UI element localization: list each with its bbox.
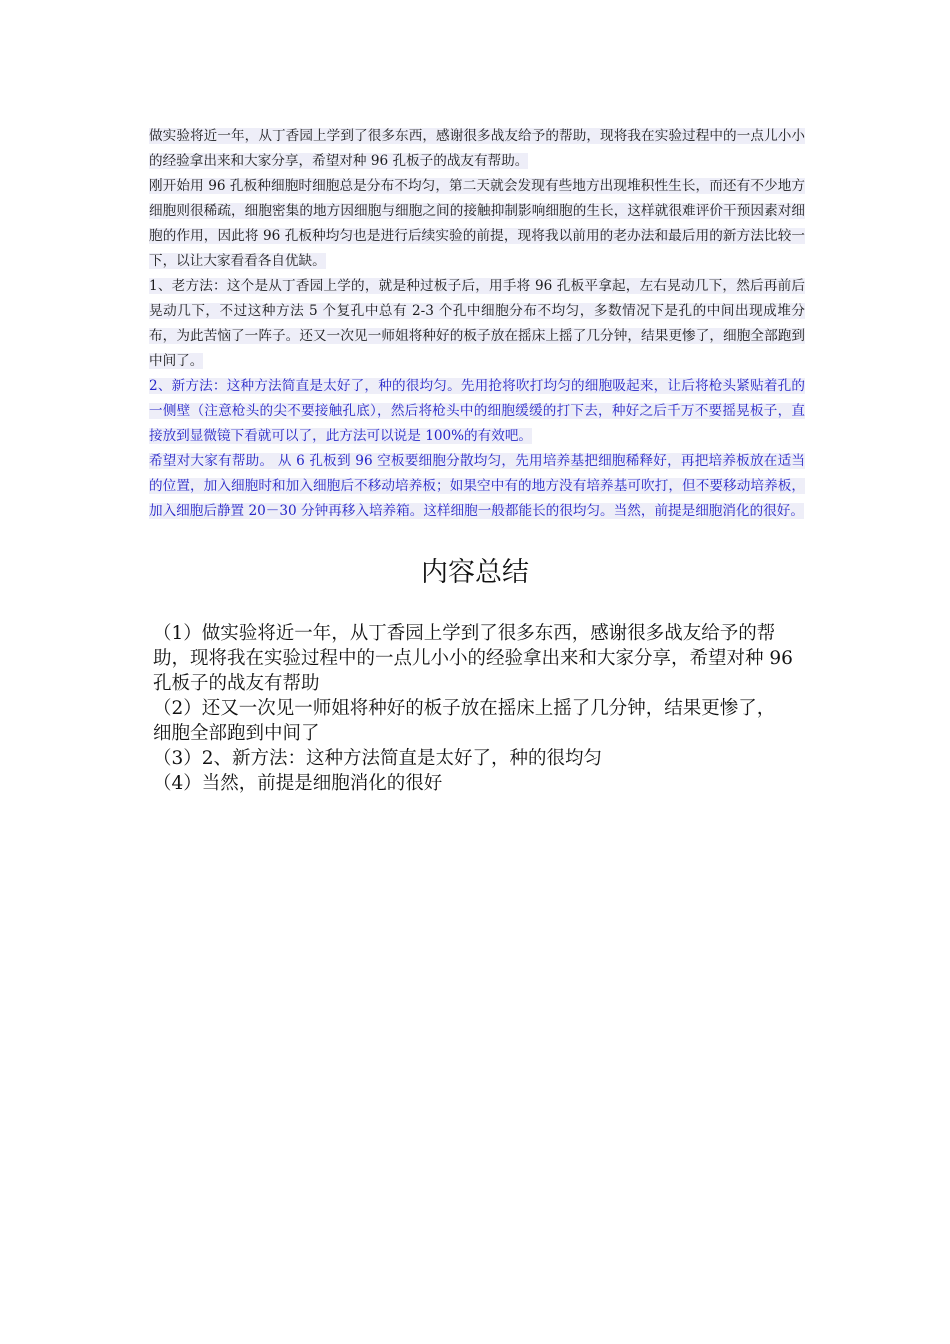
paragraph-problem-text: 刚开始用 96 孔板种细胞时细胞总是分布不均匀，第二天就会发现有些地方出现堆积性生长，而还有不少地方细胞则很稀疏，细胞密集的地方因细胞与细胞之间的接触抑制影响细胞的生长，这样就很难评价干预因素对细胞的作用，因此将 96 孔板种均匀也是进行后续实验的前提，现将我以前用的老办法和最后用的新方法比较一下，以让大家看看各自优缺。 [149, 178, 805, 269]
paragraph-new-method [149, 374, 805, 449]
paragraph-problem [149, 174, 805, 274]
paragraph-intro-text: 做实验将近一年，从丁香园上学到了很多东西，感谢很多战友给予的帮助，现将我在实验过程中的一点儿小小的经验拿出来和大家分享，希望对种 96 孔板子的战友有帮助。 [149, 128, 805, 169]
paragraph-closing [149, 449, 805, 524]
paragraph-intro [149, 124, 805, 174]
paragraph-closing-text: 希望对大家有帮助。 从 6 孔板到 96 空板要细胞分散均匀，先用培养基把细胞稀释好，再把培养板放在适当的位置，加入细胞时和加入细胞后不移动培养板；如果空中有的地方没有培养基可吹打，但不要移动培养板，加入细胞后静置 20－30 分钟再移入培养箱。这样细胞一般都能长的很均匀。当然，前提是细胞消化的很好。 [149, 453, 805, 519]
paragraph-old-method-text: 1、老方法：这个是从丁香园上学的，就是种过板子后，用手将 96 孔板平拿起，左右晃动几下，然后再前后晃动几下，不过这种方法 5 个复孔中总有 2-3 个孔中细胞分布不均匀，多数情况下是孔的中间出现成堆分布，为此苦恼了一阵子。还又一次见一师姐将种好的板子放在摇床上摇了几分钟，结果更惨了，细胞全部跑到中间了。 [149, 278, 805, 369]
summary-title: 内容总结 [421, 557, 529, 588]
article-body [149, 124, 805, 524]
paragraph-old-method [149, 274, 805, 374]
summary-item: （1）做实验将近一年，从丁香园上学到了很多东西，感谢很多战友给予的帮助，现将我在实验过程中的一点儿小小的经验拿出来和大家分享，希望对种 96 孔板子的战友有帮助 [153, 623, 793, 694]
paragraph-new-method-text: 2、新方法：这种方法简直是太好了，种的很均匀。先用抢将吹打均匀的细胞吸起来，让后将枪头紧贴着孔的一侧壁（注意枪头的尖不要接触孔底），然后将枪头中的细胞缓缓的打下去，种好之后千万不要摇晃板子，直接放到显微镜下看就可以了，此方法可以说是 100%的有效吧。 [149, 378, 805, 444]
summary-item: （2）还又一次见一师姐将种好的板子放在摇床上摇了几分钟，结果更惨了，细胞全部跑到中间了 [153, 698, 776, 744]
summary-item: （3）2、新方法：这种方法简直是太好了，种的很均匀 [153, 748, 603, 769]
summary-item: （4）当然，前提是细胞消化的很好 [153, 773, 443, 794]
summary-list [153, 621, 793, 796]
